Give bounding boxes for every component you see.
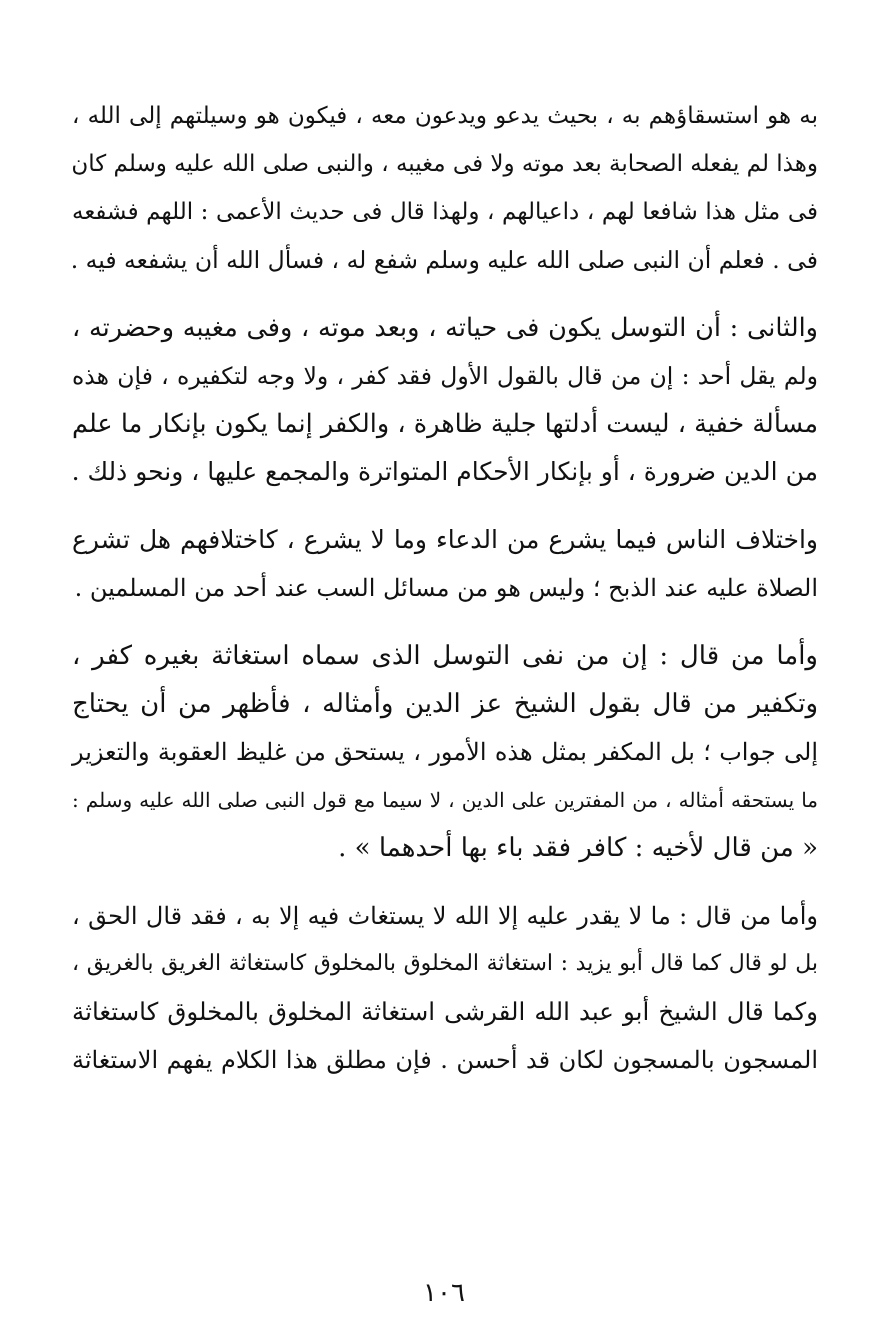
text-line: المسجون بالمسجون لكان قد أحسن . فإن مطلق هذا الكلام يفهم الاستغاثة (72, 1046, 818, 1074)
page-body (72, 92, 818, 1104)
text-line: « من قال لأخيه : كافر فقد باء بها أحدهما » . (338, 833, 818, 863)
text-line: بل لو قال كما قال أبو يزيد : استغاثة المخلوق بالمخلوق كاستغاثة الغريق بالغريق ، (72, 951, 818, 976)
text-line: فى مثل هذا شافعا لهم ، داعيالهم ، ولهذا قال فى حديث الأعمى : اللهم فشفعه (72, 199, 818, 225)
text-line: والثانى : أن التوسل يكون فى حياته ، وبعد موته ، وفى مغيبه وحضرته ، (72, 313, 818, 343)
paragraph-5 (72, 892, 818, 1084)
text-line: به هو استسقاؤهم به ، بحيث يدعو ويدعون معه ، فيكون هو وسيلتهم إلى الله ، (72, 103, 818, 129)
text-line: وهذا لم يفعله الصحابة بعد موته ولا فى مغيبه ، والنبى صلى الله عليه وسلم كان (71, 151, 818, 177)
text-line: الصلاة عليه عند الذبح ؛ وليس هو من مسائل السب عند أحد من المسلمين . (74, 574, 818, 602)
text-line: واختلاف الناس فيما يشرع من الدعاء وما لا يشرع ، كاختلافهم هل تشرع (72, 525, 818, 554)
paragraph-4 (72, 632, 818, 872)
text-line: وأما من قال : ما لا يقدر عليه إلا الله لا يستغاث فيه إلا به ، فقد قال الحق ، (72, 902, 818, 930)
text-line: وتكفير من قال بقول الشيخ عز الدين وأمثاله ، فأظهر من أن يحتاج (72, 689, 818, 719)
paragraph-3 (72, 516, 818, 612)
page-number: ١٠٦ (423, 1278, 465, 1308)
text-line: وكما قال الشيخ أبو عبد الله القرشى استغاثة المخلوق بالمخلوق كاستغاثة (72, 997, 818, 1026)
text-line: وأما من قال : إن من نفى التوسل الذى سماه استغاثة بغيره كفر ، (72, 641, 818, 671)
text-line: مسألة خفية ، ليست أدلتها جلية ظاهرة ، والكفر إنما يكون بإنكار ما علم (72, 409, 818, 439)
text-line: من الدين ضرورة ، أو بإنكار الأحكام المتواترة والمجمع عليها ، ونحو ذلك . (71, 457, 818, 486)
text-line: إلى جواب ؛ بل المكفر بمثل هذه الأمور ، يستحق من غليظ العقوبة والتعزير (72, 738, 818, 766)
text-line: ما يستحقه أمثاله ، من المفترين على الدين ، لا سيما مع قول النبى صلى الله عليه وسلم : (72, 788, 818, 812)
paragraph-1 (72, 92, 818, 284)
paragraph-2 (72, 304, 818, 496)
text-line: فى . فعلم أن النبى صلى الله عليه وسلم شفع له ، فسأل الله أن يشفعه فيه . (70, 246, 818, 274)
text-line: ولم يقل أحد : إن من قال بالقول الأول فقد كفر ، ولا وجه لتكفيره ، فإن هذه (72, 362, 818, 390)
